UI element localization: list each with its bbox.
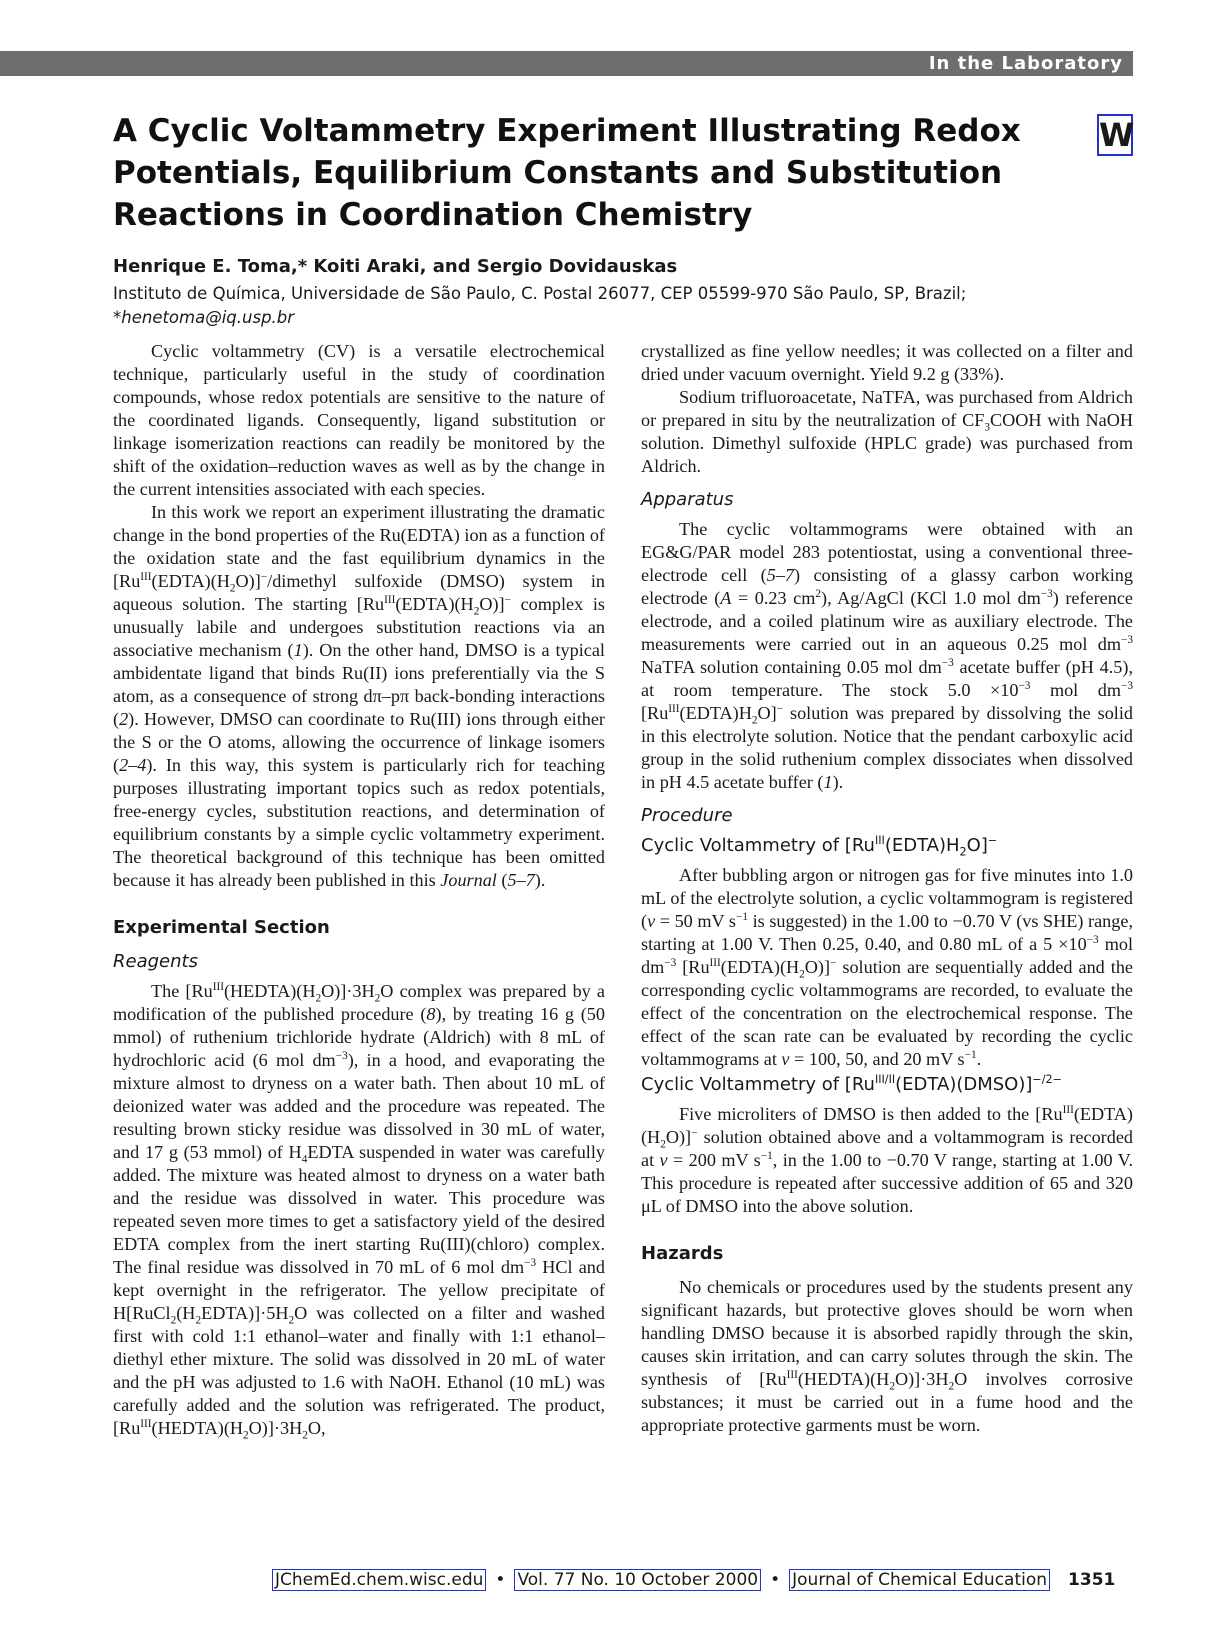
right-column (641, 340, 1133, 1437)
article-affiliation (113, 282, 1123, 330)
procedure-paragraph-1: After bubbling argon or nitrogen gas for five minutes into 1.0 mL of the electrolyte solution, a cyclic voltammogram is registered (v = 50 mV $s^{-1}$ is suggested) in the 1.00 to −0.70 V (vs SHE) range, starting at 1.00 V. Then 0.25, 0.40, and 0.80 mL of a $5 \times 10^{-3}$ mol $dm^{-3}$ $[Ru^{III}(EDTA)(H_2O)]^-$ solution are sequentially added and the corresponding cyclic voltammograms are recorded, to evaluate the effect of the concentration on the electrochemical response. The effect of the scan rate can be evaluated by recording the cyclic voltammograms at v = 100, 50, and 20 mV $s^{-1}$. (641, 865, 1133, 1069)
hazards-paragraph: No chemicals or procedures used by the students present any significant hazards, but protective gloves should be worn when handling DMSO because it is absorbed rapidly through the skin, causes skin irritation, and can carry solutes through the skin. The synthesis of $[Ru^{III}(HEDTA)(H_2O)]\cdot 3H_2O$ involves corrosive substances; it must be carried out in a fume hood and the appropriate protective garments must be worn. (641, 1277, 1134, 1435)
reagents-paragraph-continued: crystallized as fine yellow needles; it was collected on a filter and dried under vacuum overnight. Yield 9.2 g (33%). (641, 341, 1133, 384)
affiliation-text: Instituto de Química, Universidade de São Paulo, C. Postal 26077, CEP 05599-970 São Paulo, SP, Brazil; (113, 284, 967, 303)
article-title: A Cyclic Voltammetry Experiment Illustrating Redox Potentials, Equilibrium Constants and Substitution Reactions in Coordination Chemistry (113, 113, 1021, 233)
section-header-bar (0, 51, 1133, 76)
reagents-paragraph: The $[Ru^{III}(HEDTA)(H_2O)]\cdot 3H_2O$ complex was prepared by a modification of the published procedure (8), by treating 16 g (50 mmol) of ruthenium trichloride hydrate (Aldrich) with 8 mL of hydrochloric acid (6 mol $dm^{-3}$), in a hood, and evaporating the mixture almost to dryness on a water bath. Then about 10 mL of deionized water was added and the procedure was repeated. The resulting brown sticky residue was dissolved in 30 mL of water, and 17 g (53 mmol) of $H_4EDTA$ suspended in water was carefully added. The mixture was heated almost to dryness on a water bath and the residue was dissolved in water. This procedure was repeated seven more times to get a satisfactory yield of the desired EDTA complex from the inert starting Ru(III)(chloro) complex. The final residue was dissolved in 70 mL of 6 mol $dm^{-3}$ HCl and kept overnight in the refrigerator. The yellow precipitate of $H[RuCl_2(H_2EDTA)]\cdot 5H_2O$ was collected on a filter and washed first with cold 1:1 ethanol–water and finally with 1:1 ethanol–diethyl ether mixture. The solid was dissolved in 20 mL of water and the pH was adjusted to 1.6 with NaOH. Ethanol (10 mL) was carefully added and the solution was refrigerated. The product, $[Ru^{III}(HEDTA)(H_2O)]\cdot 3H_2O$, (113, 980, 606, 1442)
intro-paragraph-1: Cyclic voltammetry (CV) is a versatile electrochemical technique, particularly useful in the study of coordination compounds, whose redox potentials are sensitive to the nature of the coordinated ligands. Consequently, ligand substitution or linkage isomerization reactions can readily be monitored by the shift of the oxidation–reduction waves as well as by the change in the current intensities associated with each species. (113, 341, 605, 499)
procedure-paragraph-2: Five microliters of DMSO is then added to the $[Ru^{III}(EDTA)(H_2O)]^-$ solution obtained above and a voltammogram is recorded at v = 200 mV $s^{-1}$, in the 1.00 to −0.70 V range, starting at 1.00 V. This procedure is repeated after successive addition of 65 and 320 μL of DMSO into the above solution. (641, 1103, 1133, 1216)
article-authors: Henrique E. Toma,* Koiti Araki, and Sergio Dovidauskas (113, 256, 678, 277)
heading-cv-ru-edta: Cyclic Voltammetry of $[Ru^{III}(EDTA)H_2O]^-$ (641, 834, 998, 859)
web-supplement-icon[interactable]: W (1099, 116, 1135, 154)
footer-separator: • (495, 1570, 506, 1590)
heading-cv-ru-edta-dmso: Cyclic Voltammetry of $[Ru^{III/II}(EDTA)(DMSO)]^{-/2-}$ (641, 1073, 1062, 1095)
author-email[interactable]: *henetoma@iq.usp.br (113, 308, 295, 327)
heading-experimental-section: Experimental Section (113, 917, 330, 938)
left-column (113, 340, 605, 1440)
heading-procedure: Procedure (641, 805, 733, 826)
footer-link-website[interactable]: JChemEd.chem.wisc.edu (272, 1569, 486, 1591)
footer-link-journal[interactable]: Journal of Chemical Education (789, 1569, 1050, 1591)
heading-reagents: Reagents (113, 951, 198, 972)
section-label: In the Laboratory (928, 53, 1123, 74)
apparatus-paragraph: The cyclic voltammograms were obtained with an EG&G/PAR model 283 potentiostat, using a conventional three-electrode cell (5–7) consisting of a glassy carbon working electrode (A = 0.23 $cm^2$), Ag/AgCl (KCl 1.0 mol $dm^{-3}$) reference electrode, and a coiled platinum wire as auxiliary electrode. The measurements were carried out in an aqueous 0.25 mol $dm^{-3}$ NaTFA solution containing 0.05 mol $dm^{-3}$ acetate buffer (pH 4.5), at room temperature. The stock $5.0 \times 10^{-3}$ mol $dm^{-3}$ $[Ru^{III}(EDTA)H_2O]^-$ solution was prepared by dissolving the solid in this electrolyte solution. Notice that the pendant carboxylic acid group in the solid ruthenium complex dissociates when dissolved in pH 4.5 acetate buffer (1). (641, 519, 1133, 792)
intro-paragraph-2: In this work we report an experiment illustrating the dramatic change in the bond properties of the Ru(EDTA) ion as a function of the oxidation state and the fast equilibrium dynamics in the $[Ru^{III}(EDTA)(H_2O)]^-$/dimethyl sulfoxide (DMSO) system in aqueous solution. The starting $[Ru^{III}(EDTA)(H_2O)]^-$ complex is unusually labile and undergoes substitution reactions via an associative mechanism (1). On the other hand, DMSO is a typical ambidentate ligand that binds Ru(II) ions preferentially via the S atom, as a consequence of strong dπ–pπ back-bonding interactions (2). However, DMSO can coordinate to Ru(III) ions through either the S or the O atoms, allowing the occurrence of linkage isomers (2–4). In this way, this system is particularly rich for teaching purposes illustrating important topics such as redox potentials, free-energy cycles, substitution reactions, and determination of equilibrium constants by a simple cyclic voltammetry experiment. The theoretical background of this technique has been omitted because it has already been published in this Journal (5–7). (113, 502, 605, 890)
footer-separator: • (770, 1570, 781, 1590)
heading-hazards: Hazards (641, 1243, 724, 1264)
page-footer (272, 1568, 1115, 1592)
footer-link-issue[interactable]: Vol. 77 No. 10 October 2000 (514, 1569, 761, 1591)
heading-apparatus: Apparatus (641, 489, 734, 510)
page-number: 1351 (1068, 1570, 1116, 1590)
natfa-paragraph: Sodium trifluoroacetate, NaTFA, was purchased from Aldrich or prepared in situ by the neutralization of $CF_3COOH$ with NaOH solution. Dimethyl sulfoxide (HPLC grade) was purchased from Aldrich. (641, 387, 1133, 476)
